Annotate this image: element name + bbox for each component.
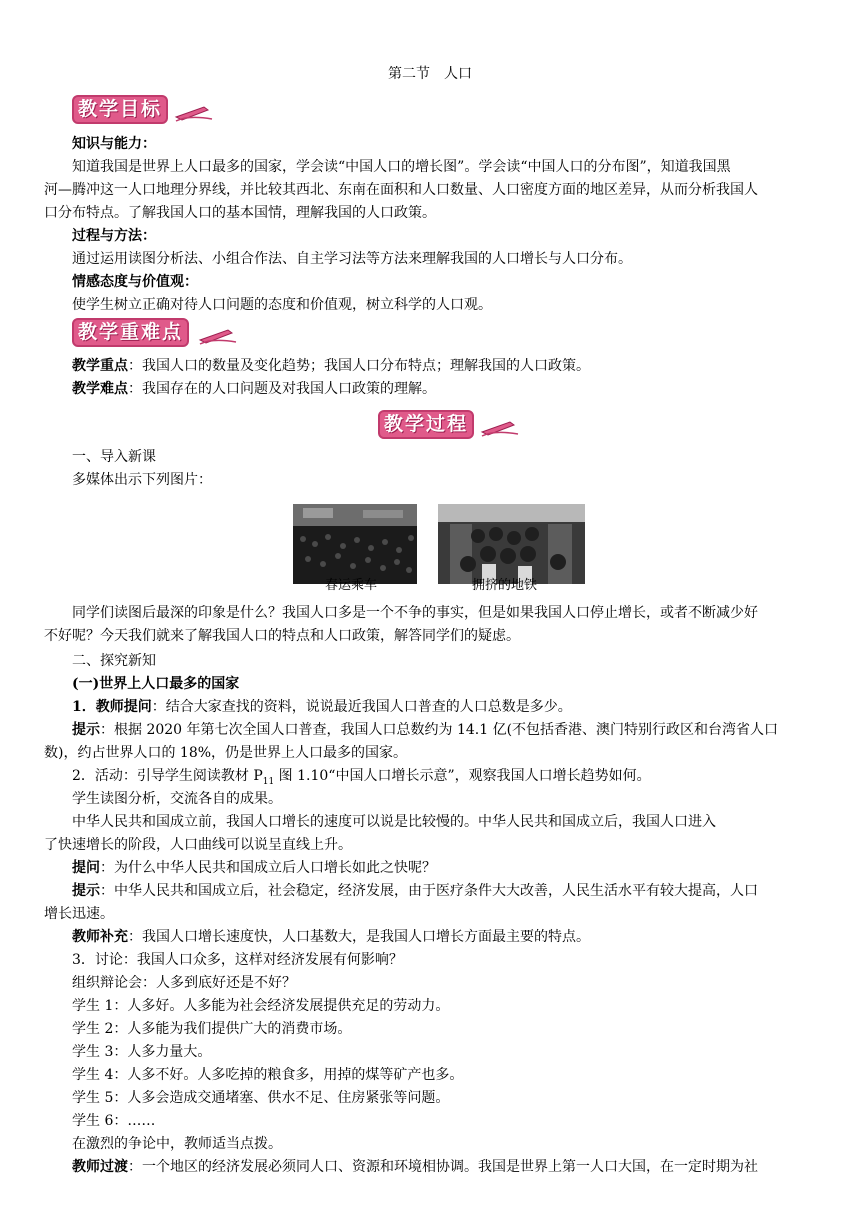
activity-post: 图 1.10“中国人口增长示意”，观察我国人口增长趋势如何。 bbox=[274, 768, 651, 784]
student-6: 学生 6：…… bbox=[72, 1113, 156, 1129]
knowledge-line-2: 河—腾冲这一人口地理分界线，并比较其西北、东南在面积和人口数量、人口密度方面的地区差异，从而分析我国人 bbox=[44, 182, 758, 198]
hint2-line-2: 增长迅速。 bbox=[44, 906, 114, 922]
q1-label: 1．教师提问 bbox=[72, 699, 152, 715]
key-points-banner bbox=[72, 318, 189, 348]
intro-para-2: 不好呢？今天我们就来了解我国人口的特点和人口政策，解答同学们的疑虑。 bbox=[44, 628, 520, 644]
pen-icon bbox=[174, 103, 214, 123]
focus-label: 教学重点 bbox=[72, 358, 128, 374]
crowded-subway-photo bbox=[438, 504, 585, 584]
student-4: 学生 4：人多不好。人多吃掉的粮食多，用掉的煤等矿产也多。 bbox=[72, 1067, 464, 1083]
hint2-label: 提示 bbox=[72, 883, 100, 899]
attitude-text: 使学生树立正确对待人口问题的态度和价值观，树立科学的人口观。 bbox=[72, 297, 492, 313]
focus-line bbox=[72, 355, 820, 378]
pen-icon bbox=[480, 418, 520, 438]
explore-heading: 二、探究新知 bbox=[72, 653, 156, 669]
activity-pre: 2．活动：引导学生阅读教材 P bbox=[72, 768, 263, 784]
supp-label: 教师补充 bbox=[72, 929, 128, 945]
difficulty-label: 教学难点 bbox=[72, 381, 128, 397]
intro-line: 多媒体出示下列图片： bbox=[72, 472, 212, 488]
ask-text: ：为什么中华人民共和国成立后人口增长如此之快呢？ bbox=[100, 860, 436, 876]
process-banner-label: 教学过程 bbox=[378, 410, 474, 439]
spring-festival-photo bbox=[293, 504, 417, 584]
pen-icon bbox=[198, 326, 238, 346]
student-5: 学生 5：人多会造成交通堵塞、供水不足、住房紧张等问题。 bbox=[72, 1090, 450, 1106]
hint1-text-1: ：根据 2020 年第七次全国人口普查，我国人口总数约为 14.1 亿(不包括香港、澳门特别行政区和台湾省人口 bbox=[100, 722, 779, 738]
supp-line bbox=[72, 926, 820, 949]
hint1-line-1 bbox=[72, 719, 820, 742]
process-text: 通过运用读图分析法、小组合作法、自主学习法等方法来理解我国的人口增长与人口分布。 bbox=[72, 251, 632, 267]
sub1-heading: (一)世界上人口最多的国家 bbox=[72, 676, 240, 692]
student-3: 学生 3：人多力量大。 bbox=[72, 1044, 212, 1060]
activity-sub: 11 bbox=[262, 776, 275, 787]
students-read: 学生读图分析，交流各自的成果。 bbox=[72, 791, 282, 807]
hint1-line-2: 数)，约占世界人口的 18%，仍是世界上人口最多的国家。 bbox=[44, 745, 408, 761]
photo1-caption: 春运乘车 bbox=[325, 578, 378, 593]
page-title: 第二节 人口 bbox=[388, 66, 472, 82]
difficulty-text: ：我国存在的人口问题及对我国人口政策的理解。 bbox=[128, 381, 436, 397]
transition-label: 教师过渡 bbox=[72, 1159, 128, 1175]
process-heading: 过程与方法： bbox=[72, 228, 156, 244]
hint1-label: 提示 bbox=[72, 722, 100, 738]
knowledge-heading: 知识与能力： bbox=[72, 136, 156, 152]
intro-heading: 一、导入新课 bbox=[72, 449, 156, 465]
knowledge-line-1 bbox=[72, 156, 820, 179]
hint2-text-1: ：中华人民共和国成立后，社会稳定，经济发展，由于医疗条件大大改善，人民生活水平有较大提高，人口 bbox=[100, 883, 758, 899]
ask-label: 提问 bbox=[72, 860, 100, 876]
hint2-line-1 bbox=[72, 880, 820, 903]
supp-text: ：我国人口增长速度快，人口基数大，是我国人口增长方面最主要的特点。 bbox=[128, 929, 590, 945]
ask-line bbox=[72, 857, 820, 880]
process-banner bbox=[378, 410, 474, 440]
growth-para-2: 了快速增长的阶段，人口曲线可以说呈直线上升。 bbox=[44, 837, 352, 853]
photo2-caption: 拥挤的地铁 bbox=[472, 578, 538, 593]
knowledge-text-1: 知道我国是世界上人口最多的国家，学会读“中国人口的增长图”。学会读“中国人口的分布图”，知道我国黑 bbox=[72, 159, 731, 175]
transition-line bbox=[72, 1156, 820, 1179]
growth-para-1: 中华人民共和国成立前，我国人口增长的速度可以说是比较慢的。中华人民共和国成立后，我国人口进入 bbox=[72, 814, 716, 830]
key-points-banner-label: 教学重难点 bbox=[72, 318, 189, 347]
knowledge-line-3: 口分布特点。了解我国人口的基本国情，理解我国的人口政策。 bbox=[44, 205, 436, 221]
attitude-heading: 情感态度与价值观： bbox=[72, 274, 198, 290]
goals-banner-label: 教学目标 bbox=[72, 95, 168, 124]
discuss-line: 3．讨论：我国人口众多，这样对经济发展有何影响？ bbox=[72, 952, 403, 968]
student-1: 学生 1：人多好。人多能为社会经济发展提供充足的劳动力。 bbox=[72, 998, 450, 1014]
guide-line: 在激烈的争论中，教师适当点拨。 bbox=[72, 1136, 282, 1152]
q1-text: ：结合大家查找的资料，说说最近我国人口普查的人口总数是多少。 bbox=[151, 699, 572, 715]
transition-text: ：一个地区的经济发展必须同人口、资源和环境相协调。我国是世界上第一人口大国，在一定时期为社 bbox=[128, 1159, 758, 1175]
difficulty-line bbox=[72, 378, 820, 401]
student-2: 学生 2：人多能为我们提供广大的消费市场。 bbox=[72, 1021, 352, 1037]
focus-text: ：我国人口的数量及变化趋势；我国人口分布特点；理解我国的人口政策。 bbox=[128, 358, 590, 374]
goals-banner bbox=[72, 95, 168, 125]
q1-line bbox=[72, 696, 820, 719]
debate-line: 组织辩论会：人多到底好还是不好？ bbox=[72, 975, 296, 991]
intro-para-1: 同学们读图后最深的印象是什么？我国人口多是一个不争的事实，但是如果我国人口停止增长，或者不断减少好 bbox=[72, 605, 758, 621]
